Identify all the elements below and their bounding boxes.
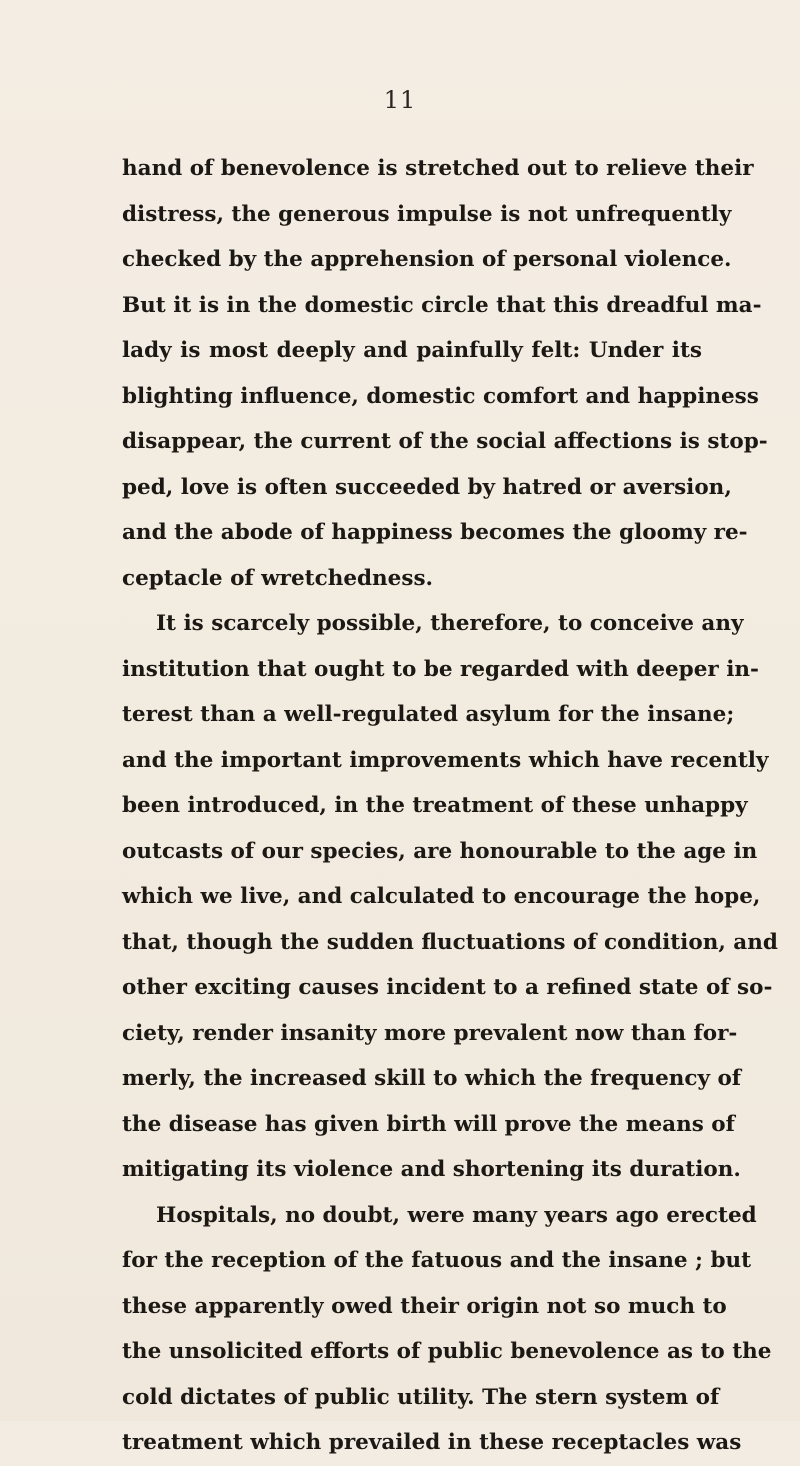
text-line: these apparently owed their origin not so much to <box>122 1293 727 1319</box>
text-line: merly, the increased skill to which the frequency of <box>122 1066 742 1091</box>
text-line: cold dictates of public utility. The stern system of <box>122 1384 720 1410</box>
text-line: checked by the apprehension of personal violence. <box>122 247 732 272</box>
text-line: institution that ought to be regarded with deeper in- <box>122 656 759 682</box>
text-line: the disease has given birth will prove the means of <box>122 1111 735 1137</box>
text-line: and the important improvements which have recently <box>122 747 769 773</box>
text-line: treatment which prevailed in these receptacles was <box>122 1430 742 1455</box>
text-line: ped, love is often succeeded by hatred or aversion, <box>122 474 732 500</box>
text-line: which we live, and calculated to encourage the hope, <box>122 884 761 909</box>
text-line: Hospitals, no doubt, were many years ago erected <box>156 1202 757 1228</box>
text-line: hand of benevolence is stretched out to relieve their <box>122 156 754 181</box>
text-line: ciety, render insanity more prevalent now than for- <box>122 1020 738 1046</box>
text-line: for the reception of the fatuous and the insane ; but <box>122 1248 752 1273</box>
text-line: It is scarcely possible, therefore, to conceive any <box>156 611 744 636</box>
text-line: But it is in the domestic circle that this dreadful ma- <box>122 292 762 318</box>
text-line: blighting influence, domestic comfort and happiness <box>122 383 759 409</box>
text-line: that, though the sudden fluctuations of condition, and <box>122 929 778 955</box>
text-line: been introduced, in the treatment of these unhappy <box>122 793 748 818</box>
text-line: the unsolicited efforts of public benevolence as to the <box>122 1339 772 1364</box>
text-line: disappear, the current of the social affections is stop- <box>122 429 768 454</box>
text-line: distress, the generous impulse is not unfrequently <box>122 201 732 227</box>
text-line: lady is most deeply and painfully felt: Under its <box>122 338 702 363</box>
text-line: ceptacle of wretchedness. <box>122 565 434 591</box>
text-line: and the abode of happiness becomes the gloomy re- <box>122 520 748 545</box>
text-line: mitigating its violence and shortening its duration. <box>122 1157 741 1182</box>
text-line: outcasts of our species, are honourable to the age in <box>122 838 758 864</box>
page-number: 11 <box>383 86 417 114</box>
body-text <box>122 146 778 1466</box>
text-line: other exciting causes incident to a refined state of so- <box>122 975 773 1000</box>
text-line: terest than a well-regulated asylum for the insane; <box>122 702 735 727</box>
